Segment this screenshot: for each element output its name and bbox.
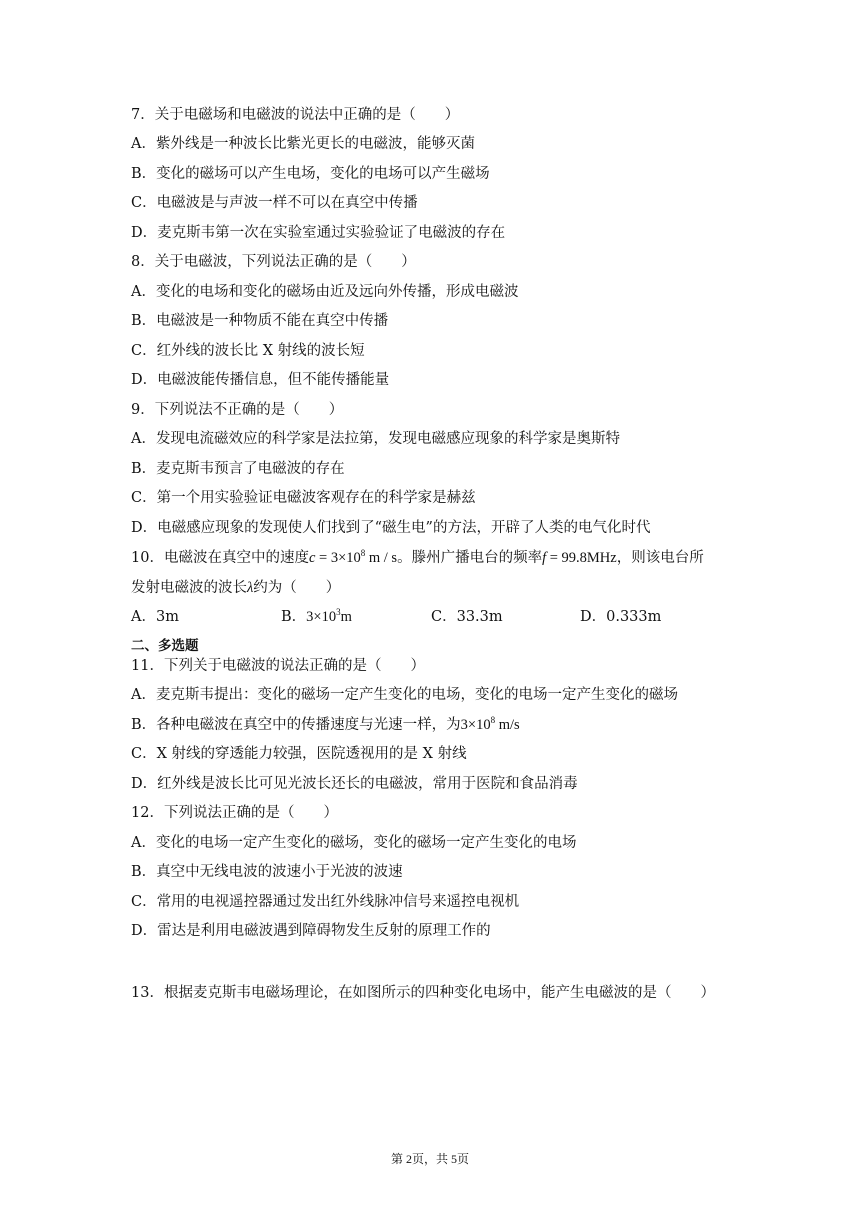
q12-option-b: B．真空中无线电波的波速小于光波的波速 <box>131 864 403 880</box>
q10-stem-line2: 发射电磁波的波长λ约为（ ） <box>131 580 341 596</box>
q7-option-a: A．紫外线是一种波长比紫光更长的电磁波，能够灭菌 <box>131 136 475 152</box>
q12-option-c: C．常用的电视遥控器通过发出红外线脉冲信号来遥控电视机 <box>131 894 520 910</box>
q12-option-a: A．变化的电场一定产生变化的磁场，变化的磁场一定产生变化的电场 <box>131 835 577 851</box>
q7-option-b: B．变化的磁场可以产生电场，变化的电场可以产生磁场 <box>131 166 490 182</box>
q12-stem: 12．下列说法正确的是（ ） <box>131 805 338 821</box>
q10-option-c: C．33.3m <box>431 609 503 625</box>
q10-stem-c: ，则该电台所 <box>616 550 704 566</box>
q7-option-c: C．电磁波是与声波一样不可以在真空中传播 <box>131 195 418 211</box>
q11-option-c: C．X 射线的穿透能力较强，医院透视用的是 X 射线 <box>131 746 467 762</box>
q10-stem-b: 。滕州广播电台的频率 <box>397 550 543 566</box>
q9-option-d: D．电磁感应现象的发现使人们找到了“磁生电”的方法，开辟了人类的电气化时代 <box>131 520 651 536</box>
q8-option-b: B．电磁波是一种物质不能在真空中传播 <box>131 313 389 329</box>
q10-stem-a: 10．电磁波在真空中的速度 <box>131 550 309 566</box>
q10-option-d: D．0.333m <box>580 609 662 625</box>
q8-option-d: D．电磁波能传播信息，但不能传播能量 <box>131 372 390 388</box>
section-heading: 二、多选题 <box>131 638 199 654</box>
q10-stem-line1 <box>131 548 704 568</box>
q9-option-a: A．发现电流磁效应的科学家是法拉第，发现电磁感应现象的科学家是奥斯特 <box>131 431 620 447</box>
q13-stem: 13．根据麦克斯韦电磁场理论，在如图所示的四种变化电场中，能产生电磁波的是（ ） <box>131 985 715 1001</box>
lambda-symbol: λ <box>247 580 254 596</box>
q8-option-a: A．变化的电场和变化的磁场由近及远向外传播，形成电磁波 <box>131 284 519 300</box>
q12-option-d: D．雷达是利用电磁波遇到障碍物发生反射的原理工作的 <box>131 923 491 939</box>
q11-option-d: D．红外线是波长比可见光波长还长的电磁波，常用于医院和食品消毒 <box>131 776 578 792</box>
q11-option-a: A．麦克斯韦提出：变化的磁场一定产生变化的电场，变化的电场一定产生变化的磁场 <box>131 687 678 703</box>
q10-option-a: A．3m <box>131 609 179 625</box>
q8-stem: 8．关于电磁波，下列说法正确的是（ ） <box>131 254 416 270</box>
q10-option-b: B．$3\times 10^3m$ <box>281 607 352 625</box>
q10-freq-formula: f = 99.8MHz <box>542 550 617 566</box>
q10-speed-formula: $c = 3\times 10^8$ m / s <box>308 548 398 566</box>
page-footer: 第 2页，共 5页 <box>390 1152 469 1166</box>
q9-option-c: C．第一个用实验验证电磁波客观存在的科学家是赫兹 <box>131 490 476 506</box>
q7-option-d: D．麦克斯韦第一次在实验室通过实验验证了电磁波的存在 <box>131 225 506 241</box>
q11-option-b: B．各种电磁波在真空中的传播速度与光速一样，为$3\times 10^8$ m/s <box>131 715 520 733</box>
q7-stem: 7．关于电磁场和电磁波的说法中正确的是（ ） <box>131 107 460 123</box>
q11-stem: 11．下列关于电磁波的说法正确的是（ ） <box>131 658 425 674</box>
q9-option-b: B．麦克斯韦预言了电磁波的存在 <box>131 461 345 477</box>
q9-stem: 9．下列说法不正确的是（ ） <box>131 402 344 418</box>
q8-option-c: C．红外线的波长比 X 射线的波长短 <box>131 343 365 359</box>
